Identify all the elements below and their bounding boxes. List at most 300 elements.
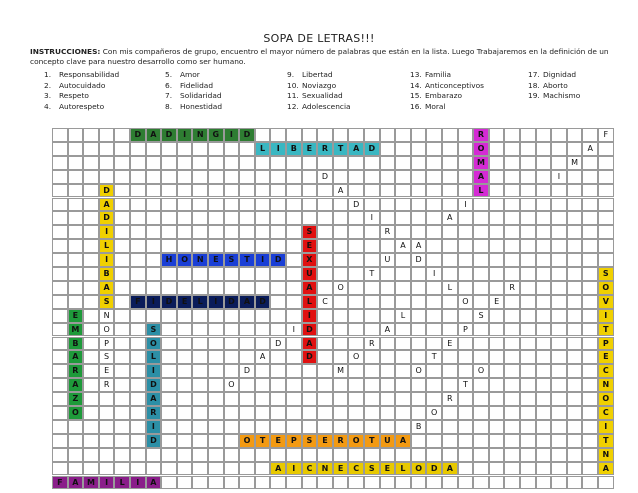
grid-cell <box>442 253 458 267</box>
word-item: 16. Moral <box>410 101 446 111</box>
grid-cell <box>270 281 286 295</box>
grid-cell <box>255 364 271 378</box>
grid-cell <box>83 184 99 198</box>
grid-cell <box>364 420 380 434</box>
grid-cell: T <box>364 434 380 448</box>
grid-cell <box>114 378 130 392</box>
grid-cell <box>442 198 458 212</box>
grid-cell: A <box>146 476 162 490</box>
grid-cell <box>536 239 552 253</box>
grid-cell: O <box>348 434 364 448</box>
grid-cell <box>255 156 271 170</box>
grid-cell <box>489 253 505 267</box>
grid-cell <box>473 420 489 434</box>
grid-cell <box>426 448 442 462</box>
grid-cell <box>83 309 99 323</box>
grid-cell <box>99 448 115 462</box>
grid-cell <box>598 170 614 184</box>
grid-cell <box>395 476 411 490</box>
word-item: 2. Autocuidado <box>44 80 106 90</box>
grid-cell <box>380 337 396 351</box>
grid-cell <box>380 267 396 281</box>
grid-cell <box>411 184 427 198</box>
grid-cell <box>395 142 411 156</box>
grid-cell <box>161 476 177 490</box>
grid-cell <box>192 337 208 351</box>
grid-cell <box>130 392 146 406</box>
grid-cell <box>380 211 396 225</box>
grid-cell <box>302 128 318 142</box>
grid-cell <box>255 448 271 462</box>
grid-cell <box>333 337 349 351</box>
grid-cell <box>536 309 552 323</box>
grid-cell <box>473 476 489 490</box>
grid-cell <box>177 323 193 337</box>
grid-cell <box>161 448 177 462</box>
grid-cell <box>52 323 68 337</box>
grid-cell <box>239 462 255 476</box>
grid-cell <box>364 448 380 462</box>
grid-cell: D <box>364 142 380 156</box>
grid-cell <box>489 309 505 323</box>
grid-cell <box>333 128 349 142</box>
grid-cell: E <box>177 295 193 309</box>
grid-cell <box>83 364 99 378</box>
word-column-2 <box>165 70 222 112</box>
grid-cell <box>567 448 583 462</box>
grid-cell <box>426 323 442 337</box>
grid-cell <box>536 337 552 351</box>
grid-cell <box>536 364 552 378</box>
grid-cell <box>177 170 193 184</box>
grid-cell <box>286 156 302 170</box>
grid-cell: O <box>473 364 489 378</box>
grid-cell <box>364 295 380 309</box>
grid-cell <box>504 476 520 490</box>
grid-cell <box>192 239 208 253</box>
grid-cell <box>598 156 614 170</box>
grid-cell <box>270 295 286 309</box>
grid-cell <box>317 420 333 434</box>
grid-cell <box>192 406 208 420</box>
grid-cell <box>364 309 380 323</box>
grid-cell <box>255 392 271 406</box>
grid-cell <box>489 434 505 448</box>
grid-cell <box>504 184 520 198</box>
grid-cell <box>582 156 598 170</box>
grid-cell <box>395 253 411 267</box>
grid-cell <box>489 476 505 490</box>
grid-cell <box>224 323 240 337</box>
grid-cell <box>520 156 536 170</box>
grid-cell <box>380 476 396 490</box>
grid-cell <box>364 392 380 406</box>
grid-cell <box>224 142 240 156</box>
grid-cell <box>489 420 505 434</box>
grid-cell <box>130 239 146 253</box>
grid-cell <box>520 420 536 434</box>
grid-cell: D <box>161 128 177 142</box>
grid-cell <box>333 295 349 309</box>
grid-cell: E <box>489 295 505 309</box>
grid-cell <box>473 448 489 462</box>
grid-cell <box>239 337 255 351</box>
grid-cell: D <box>255 295 271 309</box>
grid-cell: O <box>224 378 240 392</box>
grid-cell <box>458 156 474 170</box>
grid-cell: Z <box>68 392 84 406</box>
grid-cell <box>270 323 286 337</box>
grid-cell: P <box>286 434 302 448</box>
grid-cell <box>504 225 520 239</box>
grid-cell <box>68 267 84 281</box>
grid-cell <box>224 239 240 253</box>
grid-cell <box>536 267 552 281</box>
grid-cell <box>536 128 552 142</box>
grid-cell <box>317 448 333 462</box>
grid-cell: E <box>302 142 318 156</box>
grid-cell <box>52 309 68 323</box>
grid-cell: T <box>598 323 614 337</box>
grid-cell <box>364 156 380 170</box>
grid-cell: L <box>99 239 115 253</box>
grid-cell <box>270 239 286 253</box>
grid-cell <box>68 170 84 184</box>
grid-cell <box>114 392 130 406</box>
grid-cell <box>286 378 302 392</box>
grid-cell <box>161 309 177 323</box>
grid-cell: D <box>99 184 115 198</box>
grid-cell <box>208 184 224 198</box>
grid-cell: D <box>130 128 146 142</box>
grid-cell <box>68 448 84 462</box>
grid-cell <box>458 392 474 406</box>
grid-cell <box>551 406 567 420</box>
grid-cell <box>161 323 177 337</box>
grid-cell <box>270 198 286 212</box>
grid-cell <box>551 337 567 351</box>
grid-cell <box>551 142 567 156</box>
grid-cell <box>364 476 380 490</box>
grid-cell <box>317 309 333 323</box>
grid-cell <box>68 225 84 239</box>
grid-cell <box>255 184 271 198</box>
grid-cell <box>348 337 364 351</box>
word-item: 14. Anticonceptivos <box>410 80 484 90</box>
grid-cell: E <box>598 350 614 364</box>
grid-cell <box>192 392 208 406</box>
grid-cell <box>348 364 364 378</box>
grid-cell <box>442 323 458 337</box>
word-item: 6. Fidelidad <box>165 80 214 90</box>
grid-cell <box>504 211 520 225</box>
grid-cell <box>598 142 614 156</box>
grid-cell <box>286 309 302 323</box>
grid-cell <box>489 267 505 281</box>
grid-cell <box>567 198 583 212</box>
grid-cell <box>130 434 146 448</box>
grid-cell <box>239 378 255 392</box>
grid-cell <box>130 406 146 420</box>
grid-cell <box>68 128 84 142</box>
grid-cell: B <box>286 142 302 156</box>
grid-cell <box>302 420 318 434</box>
grid-cell: L <box>442 281 458 295</box>
grid-cell <box>177 364 193 378</box>
grid-cell <box>317 156 333 170</box>
grid-cell <box>364 323 380 337</box>
grid-cell <box>333 392 349 406</box>
grid-cell <box>114 253 130 267</box>
grid-cell <box>333 420 349 434</box>
grid-cell <box>286 448 302 462</box>
grid-cell: U <box>380 253 396 267</box>
grid-cell <box>458 267 474 281</box>
grid-cell <box>333 156 349 170</box>
grid-cell <box>208 350 224 364</box>
grid-cell <box>177 420 193 434</box>
grid-cell <box>536 420 552 434</box>
word-item: 12. Adolescencia <box>287 101 351 111</box>
grid-cell <box>582 420 598 434</box>
grid-cell <box>473 211 489 225</box>
grid-cell <box>536 281 552 295</box>
grid-cell <box>208 281 224 295</box>
grid-cell <box>380 128 396 142</box>
grid-cell <box>239 476 255 490</box>
grid-cell <box>208 309 224 323</box>
grid-cell <box>489 378 505 392</box>
grid-cell <box>130 323 146 337</box>
grid-cell <box>380 378 396 392</box>
grid-cell <box>52 462 68 476</box>
grid-cell <box>146 184 162 198</box>
grid-cell <box>504 128 520 142</box>
grid-cell <box>551 434 567 448</box>
grid-cell <box>239 225 255 239</box>
grid-cell <box>458 462 474 476</box>
grid-cell <box>582 448 598 462</box>
grid-cell <box>411 350 427 364</box>
grid-cell <box>161 281 177 295</box>
grid-cell <box>536 184 552 198</box>
grid-cell: A <box>348 142 364 156</box>
grid-cell <box>239 184 255 198</box>
grid-cell <box>395 295 411 309</box>
grid-cell <box>395 267 411 281</box>
grid-cell <box>177 239 193 253</box>
grid-cell <box>348 239 364 253</box>
grid-cell <box>442 420 458 434</box>
grid-cell <box>520 337 536 351</box>
grid-cell: T <box>364 267 380 281</box>
grid-cell <box>161 170 177 184</box>
grid-cell <box>130 225 146 239</box>
grid-cell <box>567 323 583 337</box>
grid-cell <box>99 142 115 156</box>
grid-cell <box>582 378 598 392</box>
grid-cell <box>286 170 302 184</box>
grid-cell <box>395 128 411 142</box>
grid-cell <box>458 170 474 184</box>
grid-cell <box>395 170 411 184</box>
grid-cell <box>177 406 193 420</box>
grid-cell: I <box>302 309 318 323</box>
grid-cell <box>582 281 598 295</box>
grid-cell: S <box>99 350 115 364</box>
grid-cell <box>567 128 583 142</box>
word-item: 18. Aborto <box>528 80 568 90</box>
grid-cell <box>567 462 583 476</box>
grid-cell <box>208 267 224 281</box>
grid-cell <box>255 337 271 351</box>
grid-cell <box>364 378 380 392</box>
grid-cell <box>68 420 84 434</box>
grid-cell <box>208 448 224 462</box>
grid-cell <box>598 239 614 253</box>
grid-cell <box>598 198 614 212</box>
grid-cell <box>395 448 411 462</box>
word-item: 1. Responsabilidad <box>44 70 120 79</box>
grid-cell <box>52 392 68 406</box>
grid-cell <box>270 156 286 170</box>
grid-cell: I <box>146 420 162 434</box>
grid-cell <box>380 448 396 462</box>
grid-cell <box>114 462 130 476</box>
grid-cell: A <box>333 184 349 198</box>
grid-cell: A <box>411 239 427 253</box>
grid-cell <box>380 184 396 198</box>
grid-cell <box>68 211 84 225</box>
grid-cell <box>270 392 286 406</box>
grid-cell: A <box>473 170 489 184</box>
grid-cell <box>582 392 598 406</box>
grid-cell <box>83 239 99 253</box>
grid-cell <box>255 239 271 253</box>
grid-cell <box>473 462 489 476</box>
grid-cell <box>161 434 177 448</box>
grid-cell <box>551 295 567 309</box>
grid-cell <box>130 253 146 267</box>
grid-cell <box>426 476 442 490</box>
grid-cell <box>52 253 68 267</box>
grid-cell <box>317 392 333 406</box>
grid-cell <box>239 420 255 434</box>
grid-cell <box>333 170 349 184</box>
grid-cell <box>270 406 286 420</box>
grid-cell <box>114 337 130 351</box>
grid-cell <box>177 156 193 170</box>
grid-cell <box>255 211 271 225</box>
grid-cell <box>520 378 536 392</box>
grid-cell <box>52 281 68 295</box>
grid-cell: A <box>239 295 255 309</box>
grid-cell <box>255 309 271 323</box>
grid-cell: I <box>598 309 614 323</box>
grid-cell <box>348 267 364 281</box>
grid-cell <box>473 295 489 309</box>
grid-cell <box>224 476 240 490</box>
grid-cell <box>504 156 520 170</box>
grid-cell <box>364 184 380 198</box>
grid-cell <box>333 309 349 323</box>
grid-cell <box>161 378 177 392</box>
grid-cell <box>177 198 193 212</box>
grid-cell <box>52 350 68 364</box>
grid-cell <box>551 156 567 170</box>
grid-cell <box>567 364 583 378</box>
grid-cell <box>270 350 286 364</box>
grid-cell <box>348 211 364 225</box>
grid-cell: E <box>302 239 318 253</box>
grid-cell <box>567 281 583 295</box>
grid-cell <box>458 225 474 239</box>
grid-cell <box>208 156 224 170</box>
grid-cell <box>458 476 474 490</box>
grid-cell <box>239 211 255 225</box>
grid-cell <box>224 184 240 198</box>
grid-cell <box>192 225 208 239</box>
grid-cell <box>317 323 333 337</box>
grid-cell <box>208 142 224 156</box>
grid-cell <box>380 309 396 323</box>
grid-cell <box>286 267 302 281</box>
grid-cell <box>380 406 396 420</box>
grid-cell <box>286 406 302 420</box>
grid-cell <box>130 198 146 212</box>
grid-cell <box>255 225 271 239</box>
grid-cell <box>473 281 489 295</box>
grid-cell <box>426 211 442 225</box>
grid-cell: O <box>598 392 614 406</box>
grid-cell <box>270 476 286 490</box>
grid-cell: O <box>99 323 115 337</box>
grid-cell <box>551 198 567 212</box>
grid-cell <box>489 392 505 406</box>
grid-cell: O <box>68 406 84 420</box>
grid-cell <box>489 211 505 225</box>
grid-cell: M <box>473 156 489 170</box>
grid-cell <box>411 211 427 225</box>
grid-cell: A <box>270 462 286 476</box>
word-column-5 <box>528 70 580 102</box>
grid-cell <box>286 281 302 295</box>
grid-cell <box>380 392 396 406</box>
grid-cell <box>364 281 380 295</box>
grid-cell <box>208 406 224 420</box>
grid-cell <box>442 128 458 142</box>
grid-cell <box>224 198 240 212</box>
grid-cell <box>208 337 224 351</box>
grid-cell <box>161 184 177 198</box>
grid-cell <box>270 211 286 225</box>
grid-cell: A <box>395 239 411 253</box>
grid-cell <box>302 448 318 462</box>
grid-cell <box>348 184 364 198</box>
grid-cell <box>68 198 84 212</box>
grid-cell <box>458 253 474 267</box>
grid-cell: T <box>333 142 349 156</box>
grid-cell <box>426 378 442 392</box>
grid-cell <box>582 239 598 253</box>
grid-cell <box>551 253 567 267</box>
grid-cell <box>364 239 380 253</box>
grid-cell <box>333 239 349 253</box>
grid-cell: O <box>333 281 349 295</box>
grid-cell <box>333 476 349 490</box>
grid-cell: O <box>458 295 474 309</box>
grid-cell <box>426 198 442 212</box>
